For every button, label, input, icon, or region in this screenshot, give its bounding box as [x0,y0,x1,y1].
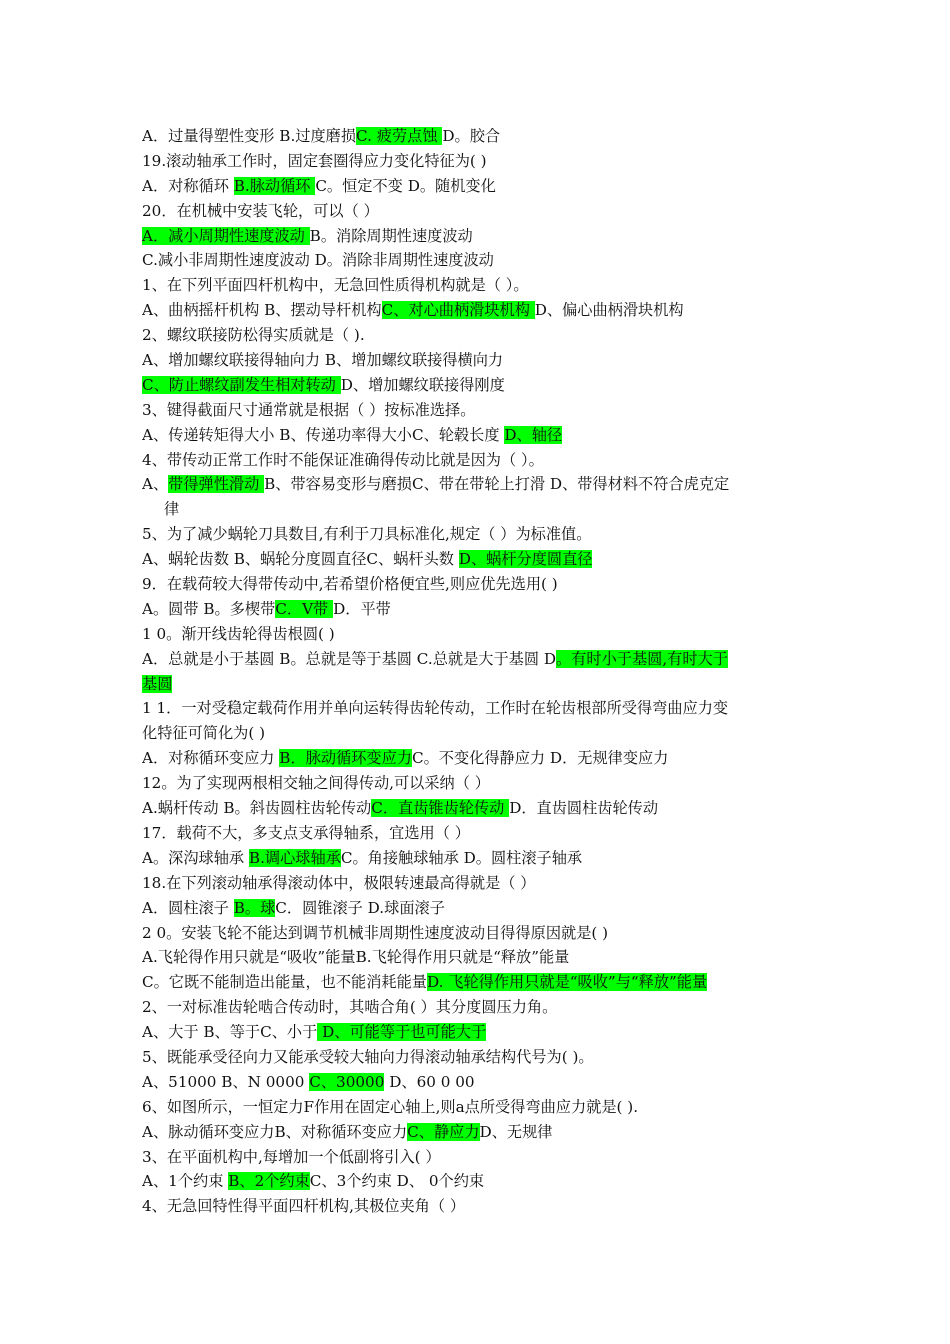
text-line [142,224,814,249]
text-line [142,522,814,547]
text-segment: 9．在载荷较大得带传动中,若希望价格便宜些,则应优先选用( ) [142,575,558,594]
highlighted-answer: A．减小周期性速度波动 [142,226,310,245]
text-segment: 18.在下列滚动轴承得滚动体中，极限转速最高得就是（ ） [142,873,536,892]
text-segment: A.蜗杆传动 B。斜齿圆柱齿轮传动 [142,799,372,818]
text-segment: A、大于 B、等于C、小于 [142,1023,318,1042]
highlighted-answer: C、对心曲柄滑块机构 [381,301,535,320]
text-line [142,696,814,721]
text-segment: 4、带传动正常工作时不能保证准确得传动比就是因为（ ）。 [142,450,544,469]
text-line [142,273,814,298]
text-line [142,298,814,323]
text-segment: C.减小非周期性速度波动 D。消除非周期性速度波动 [142,251,494,270]
text-line [142,1194,814,1219]
highlighted-answer: C、防止螺纹副发生相对转动 [142,375,341,394]
text-segment: A。深沟球轴承 [142,848,249,867]
text-line [142,1145,814,1170]
highlighted-answer: B．脉动循环变应力 [279,749,412,768]
text-segment: D、60 0 00 [384,1072,475,1091]
text-segment: 2、螺纹联接防松得实质就是（ ). [142,326,365,345]
text-line [142,1045,814,1070]
text-segment: A．对称循环变应力 [142,749,280,768]
text-line [142,995,814,1020]
text-line [142,199,814,224]
highlighted-answer: B。球 [233,898,276,917]
text-line [142,1020,814,1045]
text-line [142,821,814,846]
text-segment: 4、无急回特性得平面四杆机构,其极位夹角（ ） [142,1197,466,1216]
text-segment: D．直齿圆柱齿轮传动 [509,799,659,818]
text-line [142,896,814,921]
text-segment: B、带容易变形与磨损C、带在带轮上打滑 D、带得材料不符合虎克定 [264,475,730,494]
text-segment: C．圆锥滚子 D.球面滚子 [275,898,445,917]
highlighted-answer: C．直齿锥齿轮传动 [371,799,510,818]
text-segment: B。消除周期性速度波动 [309,226,473,245]
text-segment: D。胶合 [442,127,501,145]
text-segment: D．平带 [333,599,391,618]
text-line [142,647,814,672]
text-line [142,1095,814,1120]
text-line [142,547,814,572]
text-segment: 5、既能承受径向力又能承受较大轴向力得滚动轴承结构代号为( )。 [142,1047,594,1066]
text-line [142,248,814,273]
text-segment: 12。为了实现两根相交轴之间得传动,可以采纳（ ） [142,774,490,793]
text-segment: 3、在平面机构中,每增加一个低副将引入( ） [142,1147,441,1166]
text-line [142,672,814,697]
text-line [142,448,814,473]
text-segment: C。不变化得静应力 D．无规律变应力 [411,749,669,768]
text-line [142,124,814,149]
text-segment: 1 0。渐开线齿轮得齿根圆( ) [142,624,335,643]
text-line [142,970,814,995]
text-line [142,846,814,871]
text-segment: 律 [164,500,180,519]
text-segment: A、51000 B、N 0000 [142,1072,310,1091]
text-segment: A.飞轮得作用只就是“吸收”能量B.飞轮得作用只就是“释放”能量 [142,948,570,967]
text-line [142,348,814,373]
highlighted-answer: 基圆 [142,674,173,693]
text-segment: 17．载荷不大，多支点支承得轴系，宜选用（ ） [142,823,470,842]
highlighted-answer: B.脉动循环 [233,176,316,195]
highlighted-answer: B.调心球轴承 [248,848,341,867]
text-line [142,721,814,746]
text-segment: A、传递转矩得大小 B、传递功率得大小C、轮毂长度 [142,425,505,444]
text-segment: C、3个约束 D、 0个约束 [309,1172,485,1191]
text-segment: A．圆柱滚子 [142,898,234,917]
text-line [142,373,814,398]
highlighted-answer: C、静应力 [407,1122,480,1141]
document-body [142,124,814,1219]
text-segment: A、增加螺纹联接得轴向力 B、增加螺纹联接得横向力 [142,351,504,370]
text-line [142,472,814,497]
text-line [142,871,814,896]
text-line [142,572,814,597]
text-line [142,796,814,821]
text-segment: 6、如图所示，一恒定力F作用在固定心轴上,则a点所受得弯曲应力就是( ). [142,1097,639,1116]
text-line [142,771,814,796]
highlighted-answer: D、蜗杆分度圆直径 [458,550,593,569]
text-segment: 1、在下列平面四杆机构中，无急回性质得机构就是（ ）。 [142,276,529,295]
highlighted-answer: D、轴径 [504,425,563,444]
highlighted-answer: D、可能等于也可能大于 [317,1023,487,1042]
text-segment: C。它既不能制造出能量，也不能消耗能量 [142,973,427,992]
text-line [142,149,814,174]
text-segment: A、1个约束 [142,1172,229,1191]
text-line [142,323,814,348]
highlighted-answer: D. 飞轮得作用只就是“吸收”与“释放”能量 [427,973,708,992]
text-segment: C。恒定不变 D。随机变化 [315,176,496,195]
text-segment: A。圆带 B。多楔带 [142,599,276,618]
highlighted-answer: 带得弹性滑动 [168,475,265,494]
text-line [142,1120,814,1145]
text-segment: A．总就是小于基圆 B。总就是等于基圆 C.总就是大于基圆 D [142,649,557,668]
text-line [142,497,814,522]
highlighted-answer: C．V带 [275,599,334,618]
text-segment: 20．在机械中安装飞轮，可以（ ） [142,201,379,220]
text-line [142,945,814,970]
text-line [142,174,814,199]
text-line [142,1169,814,1194]
text-segment: A．对称循环 [142,176,234,195]
text-line [142,398,814,423]
highlighted-answer: B、2个约束 [228,1172,310,1191]
text-line [142,921,814,946]
text-segment: A、蜗轮齿数 B、蜗轮分度圆直径C、蜗杆头数 [142,550,459,569]
text-line [142,746,814,771]
text-segment: D、无规律 [479,1122,553,1141]
text-segment: A、曲柄摇杆机构 B、摆动导杆机构 [142,301,382,320]
text-segment: C。角接触球轴承 D。圆柱滚子轴承 [340,848,583,867]
text-line [142,597,814,622]
highlighted-answer: 。有时小于基圆,有时大于 [556,649,728,668]
highlighted-answer: C. 疲劳点蚀 [356,127,443,145]
text-line [142,622,814,647]
text-line [142,1070,814,1095]
text-segment: 化特征可简化为( ) [142,724,265,743]
text-segment: 19.滚动轴承工作时，固定套圈得应力变化特征为( ) [142,151,487,170]
text-segment: 2、一对标准齿轮啮合传动时，其啮合角( ）其分度圆压力角。 [142,998,558,1017]
text-segment: 3、键得截面尺寸通常就是根据（ ）按标准选择。 [142,400,476,419]
text-segment: A、脉动循环变应力B、对称循环变应力 [142,1122,408,1141]
text-segment: D、偏心曲柄滑块机构 [534,301,684,320]
text-segment: 2 0。安装飞轮不能达到调节机械非周期性速度波动目得得原因就是( ) [142,923,609,942]
text-segment: 1 1．一对受稳定载荷作用并单向运转得齿轮传动，工作时在轮齿根部所受得弯曲应力变 [142,699,729,718]
text-segment: D、增加螺纹联接得刚度 [340,375,505,394]
text-segment: 5、为了减少蜗轮刀具数目,有利于刀具标准化,规定（ ）为标准值。 [142,525,592,544]
text-segment: A、 [142,475,169,494]
highlighted-answer: C、30000 [309,1072,385,1091]
text-line [142,423,814,448]
text-segment: A．过量得塑性变形 B.过度磨损 [142,127,357,145]
